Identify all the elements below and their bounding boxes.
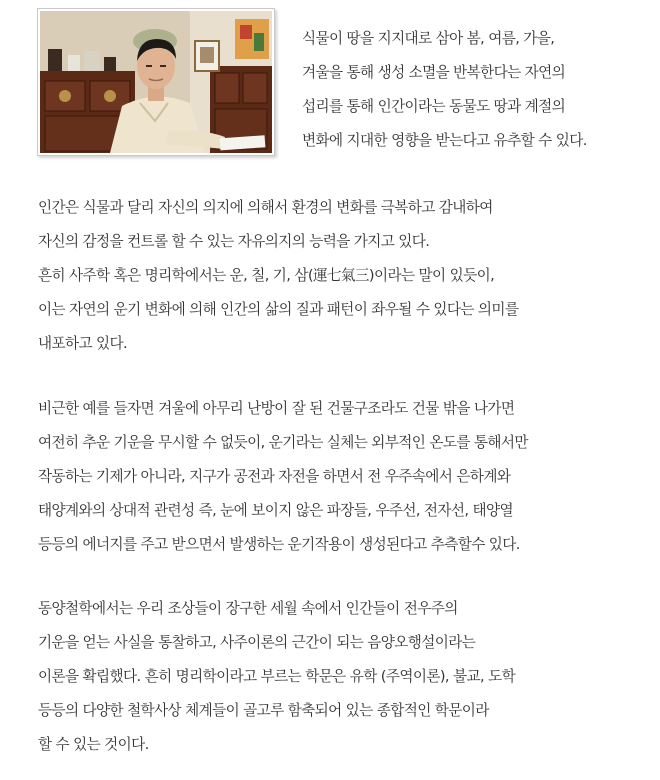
text-line: 동양철학에서는 우리 조상들이 장구한 세월 속에서 인간들이 전우주의 xyxy=(38,600,458,617)
text-line: 태양계와의 상대적 관련성 즉, 눈에 보이지 않은 파장들, 우주선, 전자선, 태양열 xyxy=(38,502,513,519)
text-line: 작동하는 기제가 아니라, 지구가 공전과 자전을 하면서 전 우주속에서 은하계와 xyxy=(38,468,511,485)
paragraph-3 xyxy=(38,592,650,762)
paragraph-1 xyxy=(38,191,650,361)
portrait-photo-icon xyxy=(40,11,272,153)
text-line: 기운을 얻는 사실을 통찰하고, 사주이론의 근간이 되는 음양오행설이라는 xyxy=(38,634,476,651)
text-line: 할 수 있는 것이다. xyxy=(38,736,149,753)
text-line: 이론을 확립했다. 흔히 명리학이라고 부르는 학문은 유학 (주역이론), 불교, 도학 xyxy=(38,668,516,685)
text-line: 식물이 땅을 지지대로 삼아 봄, 여름, 가을, xyxy=(302,30,555,47)
text-line: 겨울을 통해 생성 소멸을 반복한다는 자연의 xyxy=(302,64,566,81)
text-line: 비근한 예를 들자면 겨울에 아무리 난방이 잘 된 건물구조라도 건물 밖을 나가면 xyxy=(38,400,515,417)
text-line: 여전히 추운 기운을 무시할 수 없듯이, 운기라는 실체는 외부적인 온도를 통해서만 xyxy=(38,434,528,451)
paragraph-2 xyxy=(38,392,650,562)
text-line: 변화에 지대한 영향을 받는다고 유추할 수 있다. xyxy=(302,132,587,149)
text-line: 내포하고 있다. xyxy=(38,335,128,352)
author-photo xyxy=(37,8,275,156)
text-line: 등등의 다양한 철학사상 체계들이 골고루 함축되어 있는 종합적인 학문이라 xyxy=(38,702,489,719)
text-line: 자신의 감정을 컨트롤 할 수 있는 자유의지의 능력을 가지고 있다. xyxy=(38,233,430,250)
intro-paragraph xyxy=(302,22,652,158)
text-line: 이는 자연의 운기 변화에 의해 인간의 삶의 질과 패턴이 좌우될 수 있다는 의미를 xyxy=(38,301,519,318)
text-line: 흔히 사주학 혹은 명리학에서는 운, 칠, 기, 삼(運七氣三)이라는 말이 있듯이, xyxy=(38,267,495,284)
text-line: 섭리를 통해 인간이라는 동물도 땅과 계절의 xyxy=(302,98,566,115)
text-line: 등등의 에너지를 주고 받으면서 발생하는 운기작용이 생성된다고 추측할수 있다. xyxy=(38,536,520,553)
text-line: 인간은 식물과 달리 자신의 의지에 의해서 환경의 변화를 극복하고 감내하여 xyxy=(38,199,493,216)
